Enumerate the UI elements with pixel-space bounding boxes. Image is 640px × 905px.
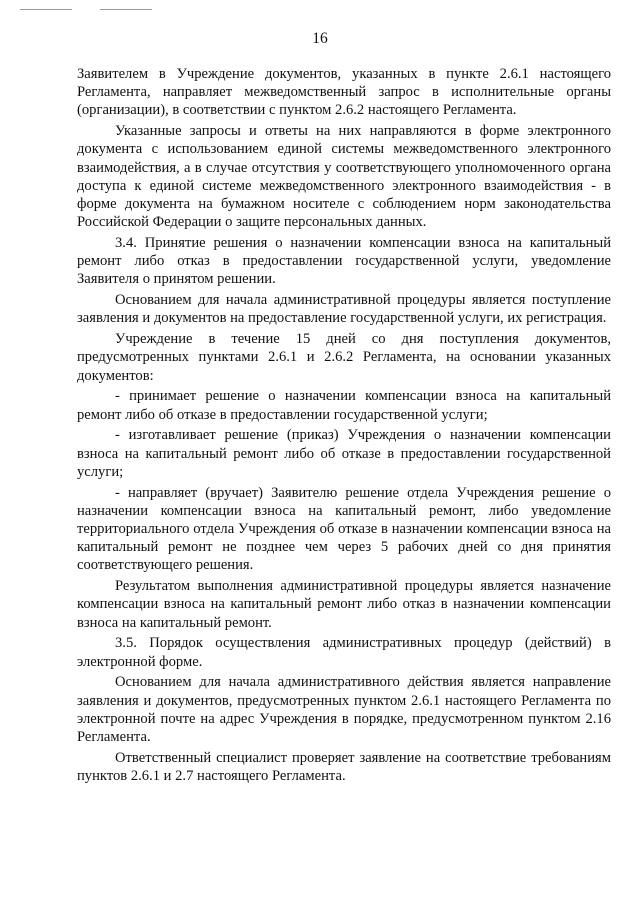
scan-artifact bbox=[100, 9, 152, 10]
list-item-order: - изготавливает решение (приказ) Учреждения о назначении компенсации взноса на капитальный ремонт либо об отказе в предоставлении государственной услуги; bbox=[77, 427, 611, 480]
page-number: 16 bbox=[312, 30, 328, 47]
list-item-decision: - принимает решение о назначении компенсации взноса на капитальный ремонт либо об отказе в предоставлении государственной услуги; bbox=[77, 388, 611, 423]
paragraph-electronic-basis: Основанием для начала административного действия является направление заявления и документов, предусмотренных пунктом 2.6.1 настоящего Регламента по электронной почте на адрес Учреждения в порядке, предусмотренном пунктом 2.16 Регламента. bbox=[77, 674, 611, 746]
paragraph-requests: Указанные запросы и ответы на них направляются в форме электронного документа с использованием единой системы межведомственного электронного взаимодействия, а в случае отсутствия у соответствующего уполномоченного органа доступа к единой системе межведомственного электронного взаимодействия - в форме документа на бумажном носителе с соблюдением норм законодательства Российской Федерации о защите персональных данных. bbox=[77, 123, 611, 231]
paragraph-continuation: Заявителем в Учреждение документов, указанных в пункте 2.6.1 настоящего Регламента, направляет межведомственный запрос в исполнительные органы (организации), в соответствии с пунктом 2.6.2 настоящего Регламента. bbox=[77, 66, 611, 119]
scan-artifact bbox=[20, 9, 72, 10]
list-item-notification: - направляет (вручает) Заявителю решение отдела Учреждения решение о назначении компенсации взноса на капитальный ремонт, либо уведомление территориального отдела Учреждения об отказе в назначении компенсации взноса на капитальный ремонт не позднее чем через 5 рабочих дней со дня принятия соответствующего решения. bbox=[77, 484, 611, 574]
section-heading-3-4: 3.4. Принятие решения о назначении компенсации взноса на капитальный ремонт либо отказ в предоставлении государственной услуги, уведомление Заявителя о принятом решении. bbox=[77, 235, 611, 288]
paragraph-basis: Основанием для начала административной процедуры является поступление заявления и документов на предоставление государственной услуги, их регистрация. bbox=[77, 292, 611, 327]
paragraph-specialist: Ответственный специалист проверяет заявление на соответствие требованиям пунктов 2.6.1 и 2.7 настоящего Регламента. bbox=[77, 749, 611, 785]
paragraph-result: Результатом выполнения административной процедуры является назначение компенсации взноса на капитальный ремонт либо отказ в назначении компенсации взноса на капитальный ремонт. bbox=[77, 578, 611, 631]
paragraph-institution: Учреждение в течение 15 дней со дня поступления документов, предусмотренных пунктами 2.6.1 и 2.6.2 Регламента, на основании указанных документов: bbox=[77, 331, 611, 384]
document-body bbox=[77, 65, 611, 788]
section-heading-3-5: 3.5. Порядок осуществления административных процедур (действий) в электронной форме. bbox=[77, 635, 611, 670]
